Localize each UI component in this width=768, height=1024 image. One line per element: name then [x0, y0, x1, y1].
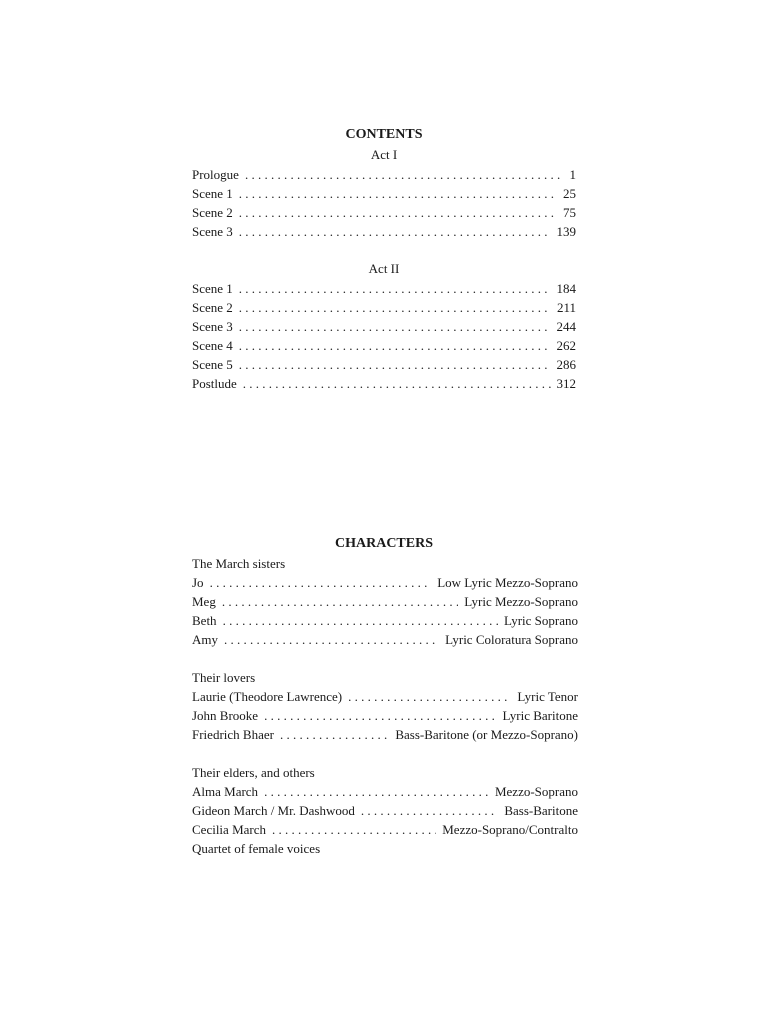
role-voice: Lyric Soprano [503, 613, 578, 628]
toc-entry[interactable] [192, 203, 576, 222]
toc-entry-label: Scene 1 [192, 186, 233, 201]
contents-heading: CONTENTS [345, 127, 423, 142]
dot-leader [361, 801, 499, 820]
role-name: Friedrich Bhaer [192, 727, 274, 742]
cast-role [192, 687, 578, 706]
toc-entry-label: Prologue [192, 167, 239, 182]
role-name: Jo [192, 575, 204, 590]
dot-leader [264, 782, 489, 801]
dot-leader [272, 820, 436, 839]
toc-entry-label: Scene 2 [192, 205, 233, 220]
role-voice: Lyric Mezzo-Soprano [464, 594, 578, 609]
toc-entry[interactable] [192, 355, 576, 374]
dot-leader [239, 279, 551, 298]
role-name: Cecilia March [192, 822, 266, 837]
toc-entry[interactable] [192, 222, 576, 241]
cast-group-title: Their lovers [192, 670, 256, 685]
toc-entry-label: Scene 3 [192, 224, 233, 239]
role-voice: Mezzo-Soprano [494, 784, 578, 799]
toc-entry-page: 75 [563, 205, 576, 220]
toc-entry-page: 286 [556, 357, 576, 372]
toc-entry[interactable] [192, 317, 576, 336]
act-1-title: Act I [370, 147, 398, 162]
dot-leader [264, 706, 496, 725]
cast-role [192, 801, 578, 820]
toc-entry[interactable] [192, 298, 576, 317]
toc-entry-page: 25 [563, 186, 576, 201]
role-name: Quartet of female voices [192, 841, 321, 856]
cast-group-title: Their elders, and others [192, 765, 315, 780]
toc-entry-page: 211 [556, 300, 576, 315]
cast-role [192, 592, 578, 611]
dot-leader [243, 374, 551, 393]
cast-group [192, 763, 578, 858]
dot-leader [239, 355, 551, 374]
toc-entry-page: 312 [556, 376, 576, 391]
toc-entry-label: Scene 3 [192, 319, 233, 334]
toc-entry[interactable] [192, 374, 576, 393]
dot-leader [245, 165, 564, 184]
dot-leader [223, 611, 498, 630]
toc-entry-page: 262 [556, 338, 576, 353]
toc-entry-page: 139 [556, 224, 576, 239]
role-voice: Bass-Baritone [504, 803, 578, 818]
role-name: Meg [192, 594, 216, 609]
role-name: Amy [192, 632, 218, 647]
toc-entry-page: 244 [556, 319, 576, 334]
act-2-title: Act II [368, 261, 400, 276]
cast-role [192, 630, 578, 649]
dot-leader [239, 317, 551, 336]
toc-entry-label: Scene 5 [192, 357, 233, 372]
act-1-toc [192, 165, 576, 241]
role-voice: Lyric Baritone [502, 708, 578, 723]
toc-entry[interactable] [192, 279, 576, 298]
toc-entry-label: Scene 4 [192, 338, 233, 353]
cast-role [192, 573, 578, 592]
role-name: Gideon March / Mr. Dashwood [192, 803, 355, 818]
dot-leader [239, 336, 551, 355]
dot-leader [239, 222, 551, 241]
dot-leader [280, 725, 389, 744]
role-voice: Low Lyric Mezzo-Soprano [437, 575, 578, 590]
cast-group [192, 554, 578, 649]
cast-role [192, 782, 578, 801]
role-voice: Lyric Coloratura Soprano [445, 632, 578, 647]
cast-role [192, 725, 578, 744]
cast-role [192, 820, 578, 839]
toc-entry[interactable] [192, 184, 576, 203]
dot-leader [239, 298, 551, 317]
cast-group-title: The March sisters [192, 556, 286, 571]
dot-leader [348, 687, 511, 706]
cast-list [192, 554, 578, 877]
dot-leader [222, 592, 458, 611]
role-voice: Lyric Tenor [517, 689, 578, 704]
toc-entry[interactable] [192, 336, 576, 355]
toc-entry[interactable] [192, 165, 576, 184]
role-name: Beth [192, 613, 217, 628]
toc-entry-label: Scene 2 [192, 300, 233, 315]
role-name: Laurie (Theodore Lawrence) [192, 689, 343, 704]
role-name: Alma March [192, 784, 259, 799]
dot-leader [224, 630, 439, 649]
cast-group [192, 668, 578, 744]
role-voice: Bass-Baritone (or Mezzo-Soprano) [395, 727, 578, 742]
toc-entry-page: 1 [569, 167, 576, 182]
act-2-toc [192, 279, 576, 393]
cast-role [192, 839, 578, 858]
characters-heading: CHARACTERS [334, 536, 433, 551]
toc-entry-page: 184 [556, 281, 576, 296]
toc-entry-label: Postlude [192, 376, 237, 391]
cast-role [192, 706, 578, 725]
toc-entry-label: Scene 1 [192, 281, 233, 296]
dot-leader [239, 184, 557, 203]
dot-leader [239, 203, 557, 222]
role-name: John Brooke [192, 708, 259, 723]
dot-leader [210, 573, 432, 592]
role-voice: Mezzo-Soprano/Contralto [442, 822, 578, 837]
cast-role [192, 611, 578, 630]
